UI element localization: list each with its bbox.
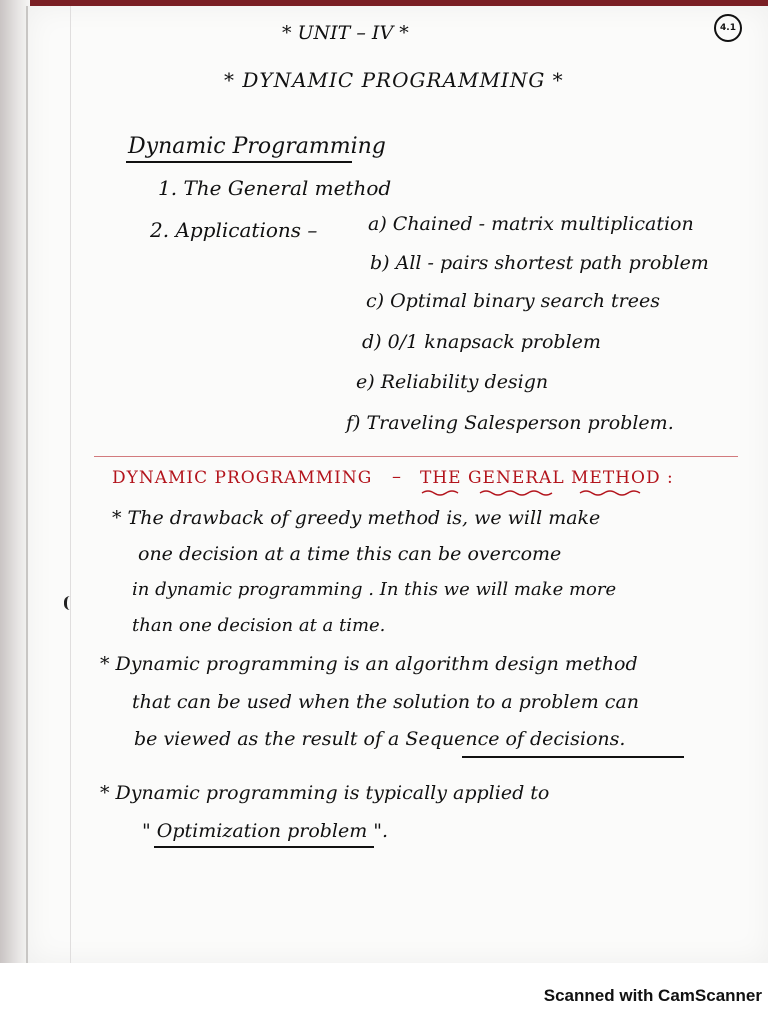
application-item: d) 0/1 knapsack problem [362, 331, 601, 353]
application-item: e) Reliability design [356, 371, 549, 393]
paragraph-line: in dynamic programming . In this we will make more [132, 579, 617, 600]
application-item: c) Optimal binary search trees [366, 290, 660, 312]
list-item: 1. The General method [158, 176, 392, 200]
section-heading-underline [126, 161, 352, 163]
sequence-underline [462, 756, 684, 758]
paragraph-line: one decision at a time this can be overcome [138, 543, 562, 565]
application-item: a) Chained - matrix multiplication [368, 213, 694, 235]
general-method-heading-left: DYNAMIC PROGRAMMING [112, 468, 373, 488]
application-item: f) Traveling Salesperson problem. [346, 412, 674, 434]
paragraph-line: * Dynamic programming is an algorithm design method [100, 653, 638, 675]
margin-line [70, 6, 71, 963]
wavy-underline [420, 488, 650, 498]
paragraph-line: that can be used when the solution to a problem can [132, 691, 640, 713]
page-number-circle: 4.1 [714, 14, 742, 42]
scanner-watermark: Scanned with CamScanner [543, 986, 762, 1005]
application-item: b) All - pairs shortest path problem [370, 252, 709, 274]
chapter-title: * DYNAMIC PROGRAMMING * [224, 68, 564, 92]
general-method-heading-right: THE GENERAL METHOD : [420, 468, 674, 488]
paragraph-line: be viewed as the result of a Sequence of decisions. [134, 728, 626, 750]
list-item: 2. Applications – [150, 218, 318, 242]
paragraph-line: * The drawback of greedy method is, we will make [112, 507, 601, 529]
section-divider [94, 456, 738, 457]
margin-mark [64, 596, 75, 610]
unit-title: * UNIT – IV * [282, 22, 409, 44]
section-heading: Dynamic Programming [128, 134, 386, 159]
paragraph-line: " Optimization problem ". [142, 820, 389, 842]
paragraph-line: * Dynamic programming is typically applied to [100, 782, 550, 804]
paragraph-line: than one decision at a time. [132, 615, 386, 636]
general-method-heading-dash: – [392, 466, 401, 487]
optimization-underline [154, 846, 374, 848]
